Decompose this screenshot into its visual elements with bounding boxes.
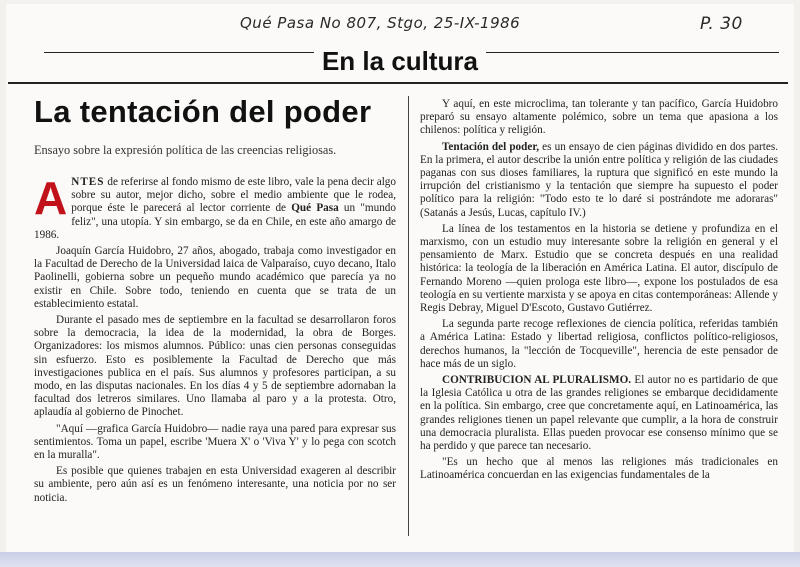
paragraph [420,374,778,453]
scan-edge-strip [0,552,800,567]
handwritten-source-note: Qué Pasa No 807, Stgo, 25-IX-1986 [240,14,521,32]
lead-text-post: un "mundo feliz", una utopía. Y sin embargo, se da en Chile, en este año amargo de 1986. [34,202,396,241]
paragraph [420,141,778,220]
paragraph: "Aquí —grafica García Huidobro— nadie raya una pared para expresar sus sentimientos. Toma un papel, escribe 'Muera X' o 'Viva Y' y lo pega con scotch en la muralla". [34,422,396,462]
headline: La tentación del poder [34,94,372,129]
handwritten-page-number: P. 30 [700,14,743,34]
paragraph: Y aquí, en este microclima, tan tolerante y tan pacífico, García Huidobro preparó su ensayo altamente polémico, sobre un tema que apasiona a los chilenos: política y religión. [420,98,778,137]
book-title: Tentación del poder, [442,140,540,153]
subheading: CONTRIBUCION AL PLURALISMO. [442,374,632,387]
left-column [34,172,396,508]
paragraph-text: El autor no es partidario de que la Iglesia Católica u otra de las grandes religiones se embarque decididamente en la política. Sin embargo, cree que concretamente aquí, en Latinoamérica, las grandes religiones tienen un papel relevante que cumplir, a la hora de construir una democracia pluralista. Ellas pueden provocar ese consenso mínimo que se ha perdido y que parece tan necesario. [420,374,778,453]
drop-cap: A [34,172,68,224]
paragraph: La línea de los testamentos en la historia se detiene y profundiza en el marxismo, con un estudio muy interesante sobre la religión en general y el pensamiento de Marx. Estudio que se concreta después en una realidad histórica: la teología de la liberación en América Latina. El autor, discípulo de Fernando Moreno —quien prologa este libro—, expone los postulados de esa teología en su vertiente marxista y se apoya en citas contemporáneas: Allende y Regis Debray, Miguel D'Escoto, Gustavo Gutiérrez. [420,222,778,315]
column-divider [408,96,409,536]
paragraph: Es posible que quienes trabajen en esta Universidad exageren al describir su ambiente, pero aún así es un fenómeno interesante, una noticia por no ser noticia. [34,465,396,504]
subtitle: Ensayo sobre la expresión política de las creencias religiosas. [34,143,337,157]
header-rule-bottom [8,82,788,84]
lead-text-pre: de referirse al fondo mismo de este libro, vale la pena decir algo sobre su autor, mejor dicho, sobre el medio ambiente que le rodea, porque éste le parecerá al lector corriente de [71,176,396,215]
paragraph: La segunda parte recoge reflexiones de ciencia política, referidas también a América Latina: Estado y libertad religiosa, conflictos político-religiosos, derechos humanos, la "lección de Tocqueville", herencia de este pensador de hace más de un siglo. [420,318,778,370]
lead-caps: NTES [71,176,105,188]
paragraph: "Es un hecho que al menos las religiones más tradicionales en Latinoamérica concuerdan en las exigencias fundamentales de la [420,456,778,482]
right-column [420,98,778,486]
paragraph: Joaquín García Huidobro, 27 años, abogado, trabaja como investigador en la Facultad de Derecho de la Universidad laica de Valparaíso, cuyo decano, Italo Paolinelli, gobierna sobre un pequeño mundo académico que parecía ya no existir en Chile. Sobre todo, teniendo en cuenta que se trata de un establecimiento estatal. [34,245,396,310]
section-title-text: En la cultura [314,46,486,76]
section-title [0,46,800,77]
magazine-name: Qué Pasa [291,202,339,215]
lead-paragraph [34,172,396,242]
paragraph: Durante el pasado mes de septiembre en la facultad se desarrollaron foros sobre la democracia, la idea de la modernidad, la obra de Borges. Organizadores: los mismos alumnos. Público: unas cien personas conseguidas sin esfuerzo. Esto es posiblemente la Facultad de Derecho que más investigaciones publica en el país. Sus alumnos y profesores participan, a su modo, en las disputas nacionales. En los días 4 y 5 de septiembre adornaban la facultad dos letreros similares. Uno llamaba al paro y a la protesta. Otro, aplaudía al gobierno de Pinochet. [34,314,396,419]
paragraph-text: es un ensayo de cien páginas dividido en dos partes. En la primera, el autor describe la unión entre política y religión de las ciudades paganas con sus dioses familiares, la ruptura que significó en este mundo la irrupción del cristianismo y la tentación que siempre ha supuesto el poder político para la religión: "Todo esto te lo daré si postrándote me adoraras" (Satanás a Jesús, Lucas, capítulo IV.) [420,140,778,219]
